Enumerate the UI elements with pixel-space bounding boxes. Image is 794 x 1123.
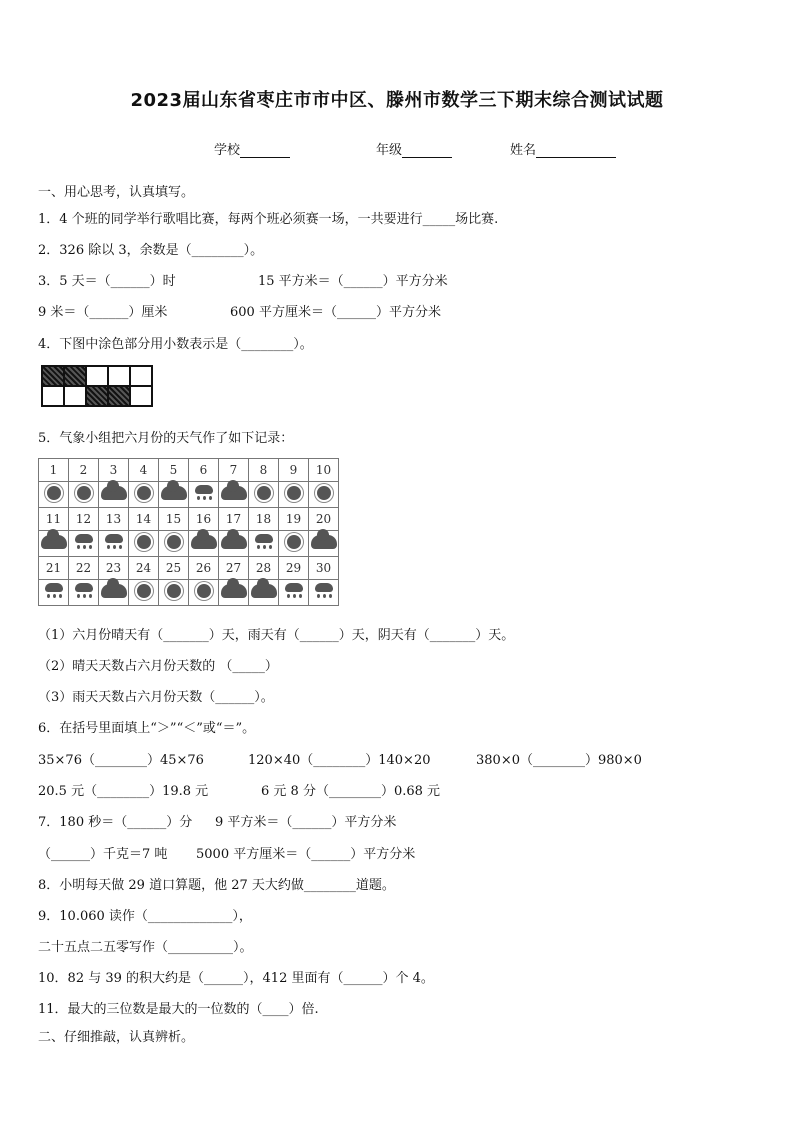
sunny-icon	[77, 486, 91, 500]
weather-cell	[99, 580, 129, 606]
weather-cell	[69, 580, 99, 606]
section-2-heading: 二、仔细推敲，认真辨析。	[38, 1030, 195, 1045]
school-blank[interactable]	[240, 143, 290, 158]
day-number: 3	[99, 459, 129, 482]
sunny-icon	[137, 535, 151, 549]
question-5-3: （3）雨天天数占六月份天数（______）。	[38, 690, 274, 705]
question-1: 1．4 个班的同学举行歌唱比赛，每两个班必须赛一场，一共要进行_____场比赛.	[38, 212, 499, 227]
day-number: 9	[279, 459, 309, 482]
grid-cell-shaded	[108, 386, 130, 406]
question-6e: 6 元 8 分（________）0.68 元	[261, 784, 441, 799]
name-label: 姓名	[510, 143, 537, 158]
weather-record-table	[38, 458, 339, 606]
cloudy-icon	[101, 486, 127, 500]
name-blank[interactable]	[536, 143, 616, 158]
day-number: 8	[249, 459, 279, 482]
sunny-icon	[287, 535, 301, 549]
grid-cell	[130, 386, 152, 406]
weather-cell	[249, 482, 279, 508]
question-4: 4．下图中涂色部分用小数表示是（________）。	[38, 337, 313, 352]
cloudy-icon	[221, 584, 247, 598]
rain-icon	[313, 582, 335, 600]
sunny-icon	[197, 584, 211, 598]
day-number: 15	[159, 508, 189, 531]
day-number: 22	[69, 557, 99, 580]
sunny-icon	[167, 535, 181, 549]
rain-icon	[73, 533, 95, 551]
weather-cell	[69, 531, 99, 557]
weather-cell	[219, 482, 249, 508]
day-number: 23	[99, 557, 129, 580]
weather-cell	[219, 580, 249, 606]
day-number: 21	[39, 557, 69, 580]
weather-cell	[189, 580, 219, 606]
day-number: 27	[219, 557, 249, 580]
day-number: 5	[159, 459, 189, 482]
grid-cell	[130, 366, 152, 386]
weather-cell	[249, 580, 279, 606]
cloudy-icon	[221, 535, 247, 549]
weather-cell	[309, 580, 339, 606]
question-6b: 120×40（________）140×20	[248, 753, 431, 768]
weather-cell	[129, 482, 159, 508]
cloudy-icon	[101, 584, 127, 598]
cloudy-icon	[221, 486, 247, 500]
sunny-icon	[287, 486, 301, 500]
section-1-heading: 一、用心思考，认真填写。	[38, 185, 195, 200]
sunny-icon	[137, 584, 151, 598]
grid-cell	[86, 366, 108, 386]
weather-cell	[249, 531, 279, 557]
question-6d: 20.5 元（________）19.8 元	[38, 784, 209, 799]
sunny-icon	[257, 486, 271, 500]
weather-cell	[279, 482, 309, 508]
sunny-icon	[167, 584, 181, 598]
weather-cell	[129, 531, 159, 557]
question-9b: 二十五点二五零写作（__________）。	[38, 940, 253, 955]
rain-icon	[43, 582, 65, 600]
school-field	[214, 139, 290, 158]
day-number: 1	[39, 459, 69, 482]
name-field	[510, 139, 616, 158]
weather-cell	[99, 482, 129, 508]
day-number: 4	[129, 459, 159, 482]
question-2: 2．326 除以 3，余数是（________）。	[38, 243, 264, 258]
day-number: 18	[249, 508, 279, 531]
day-number: 30	[309, 557, 339, 580]
day-number: 2	[69, 459, 99, 482]
rain-icon	[283, 582, 305, 600]
cloudy-icon	[161, 486, 187, 500]
weather-cell	[159, 580, 189, 606]
day-number: 6	[189, 459, 219, 482]
question-5-2: （2）晴天天数占六月份天数的 （_____）	[38, 659, 278, 674]
day-number: 16	[189, 508, 219, 531]
weather-cell	[219, 531, 249, 557]
weather-cell	[129, 580, 159, 606]
question-7b: 9 平方米＝（______）平方分米	[215, 815, 397, 830]
weather-cell	[159, 531, 189, 557]
grid-cell	[64, 386, 86, 406]
cloudy-icon	[191, 535, 217, 549]
rain-icon	[193, 484, 215, 502]
school-label: 学校	[214, 143, 241, 158]
grade-field	[376, 139, 452, 158]
day-number: 29	[279, 557, 309, 580]
grade-label: 年级	[376, 143, 403, 158]
grid-cell	[108, 366, 130, 386]
question-3a: 3．5 天＝（______）时	[38, 274, 176, 289]
day-number: 7	[219, 459, 249, 482]
question-6a: 35×76（________）45×76	[38, 753, 204, 768]
weather-cell	[99, 531, 129, 557]
document-title: 2023届山东省枣庄市市中区、滕州市数学三下期末综合测试试题	[130, 90, 664, 111]
day-number: 25	[159, 557, 189, 580]
question-7d: 5000 平方厘米＝（______）平方分米	[196, 847, 416, 862]
weather-cell	[39, 531, 69, 557]
grade-blank[interactable]	[402, 143, 452, 158]
question-3d: 600 平方厘米＝（______）平方分米	[230, 305, 441, 320]
question-11: 11．最大的三位数是最大的一位数的（____）倍.	[38, 1002, 319, 1017]
question-5: 5．气象小组把六月份的天气作了如下记录：	[38, 431, 294, 446]
question-10: 10．82 与 39 的积大约是（______），412 里面有（______）个 4。	[38, 971, 434, 986]
day-number: 19	[279, 508, 309, 531]
question-6: 6．在括号里面填上“＞”“＜”或“＝”。	[38, 721, 256, 736]
day-number: 10	[309, 459, 339, 482]
day-number: 24	[129, 557, 159, 580]
day-number: 11	[39, 508, 69, 531]
day-number: 12	[69, 508, 99, 531]
day-number: 26	[189, 557, 219, 580]
weather-cell	[189, 482, 219, 508]
weather-cell	[309, 531, 339, 557]
day-number: 17	[219, 508, 249, 531]
rain-icon	[103, 533, 125, 551]
grid-cell-shaded	[64, 366, 86, 386]
sunny-icon	[47, 486, 61, 500]
question-5-1: （1）六月份晴天有（_______）天，雨天有（______）天，阴天有（_______）天。	[38, 628, 515, 643]
question-6c: 380×0（________）980×0	[476, 753, 642, 768]
grid-cell-shaded	[86, 386, 108, 406]
day-number: 13	[99, 508, 129, 531]
weather-cell	[279, 531, 309, 557]
rain-icon	[253, 533, 275, 551]
question-7a: 7．180 秒＝（______）分	[38, 815, 193, 830]
question-9a: 9．10.060 读作（_____________），	[38, 909, 252, 924]
day-number: 28	[249, 557, 279, 580]
weather-cell	[69, 482, 99, 508]
grid-cell	[42, 386, 64, 406]
cloudy-icon	[41, 535, 67, 549]
question-3c: 9 米＝（______）厘米	[38, 305, 168, 320]
weather-cell	[39, 482, 69, 508]
decimal-grid-figure	[41, 365, 153, 407]
weather-cell	[189, 531, 219, 557]
question-7c: （______）千克＝7 吨	[38, 847, 168, 862]
cloudy-icon	[251, 584, 277, 598]
weather-cell	[39, 580, 69, 606]
weather-cell	[309, 482, 339, 508]
sunny-icon	[137, 486, 151, 500]
grid-cell-shaded	[42, 366, 64, 386]
cloudy-icon	[311, 535, 337, 549]
sunny-icon	[317, 486, 331, 500]
day-number: 14	[129, 508, 159, 531]
weather-cell	[159, 482, 189, 508]
weather-cell	[279, 580, 309, 606]
question-8: 8．小明每天做 29 道口算题，他 27 天大约做________道题。	[38, 878, 395, 893]
question-3b: 15 平方米＝（______）平方分米	[258, 274, 448, 289]
rain-icon	[73, 582, 95, 600]
day-number: 20	[309, 508, 339, 531]
